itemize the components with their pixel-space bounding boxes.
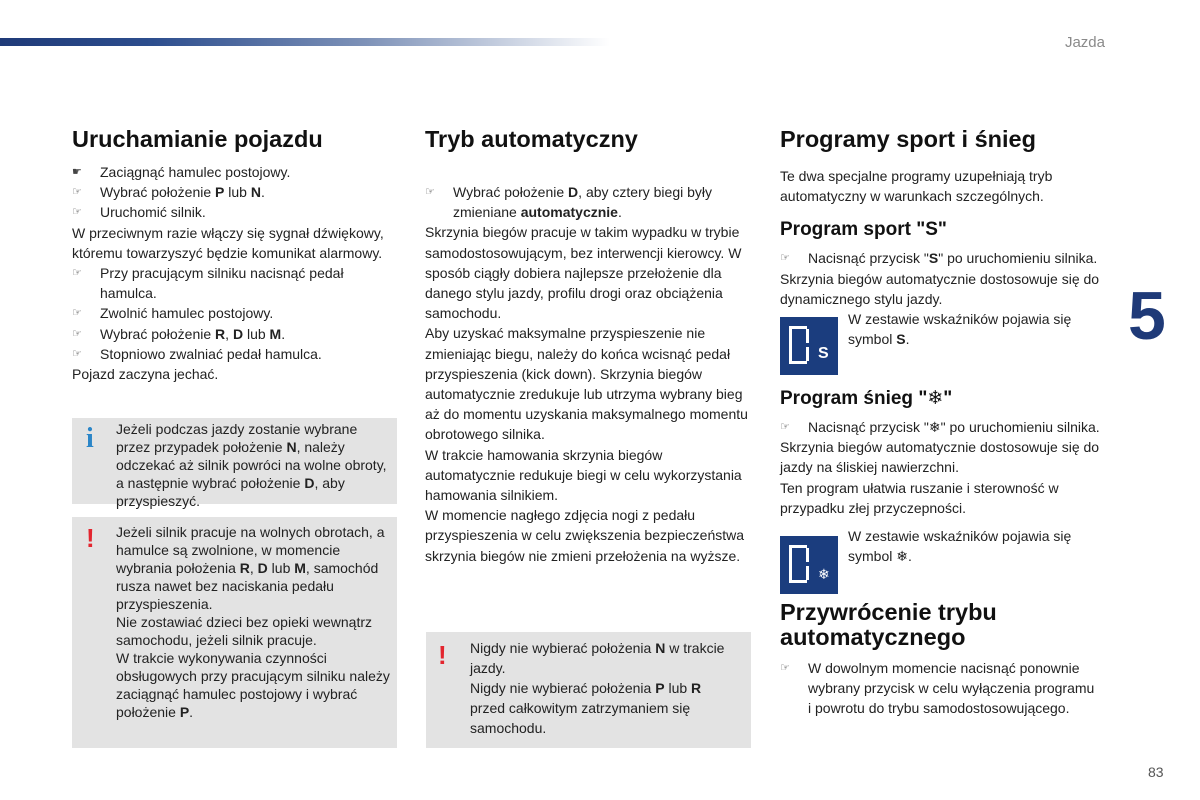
- list-item-text: lub: [243, 325, 270, 342]
- gear-position: M: [269, 325, 282, 342]
- hand-pointer-icon: ☞: [425, 186, 435, 198]
- hand-pointer-icon: ☞: [72, 307, 82, 320]
- warning-icon: !: [86, 523, 95, 553]
- section-title: Uruchamianie pojazdu: [72, 126, 323, 152]
- list-item-text: lub: [224, 184, 251, 201]
- warning-icon: !: [438, 640, 447, 670]
- hand-pointer-icon: ☛: [72, 166, 82, 178]
- list-item-text: .: [281, 325, 286, 342]
- sport-display-icon: [780, 317, 838, 375]
- list-item-text: Uruchomić silnik.: [100, 204, 206, 221]
- display-note-text: W zestawie wskaźników pojawia się symbol S.: [848, 311, 1072, 348]
- warning-box: [426, 632, 751, 748]
- paragraph: W trakcie hamowania skrzynia biegów automatycznie redukuje biegi w celu wykorzystania hamowania silnikiem.: [425, 446, 742, 504]
- hand-pointer-icon: ☞: [72, 327, 82, 340]
- list-item-text: .: [260, 184, 265, 201]
- hand-pointer-icon: ☞: [72, 347, 82, 360]
- list-item: [72, 202, 402, 222]
- list-item-text: Wybrać położenie: [100, 184, 216, 201]
- subsection-title: Program śnieg "❄": [780, 388, 953, 410]
- list-item: ☞ Nacisnąć przycisk "❄" po uruchomieniu silnika.: [780, 417, 1100, 437]
- paragraph: W momencie nagłego zdjęcia nogi z pedału przyspieszenia w celu zwiększenia bezpieczeństwa skrzynia biegów nie zmieni przełożenia na wyższe.: [425, 507, 745, 564]
- warning-text: Nigdy nie wybierać położenia N w trakcie jazdy. Nigdy nie wybierać położenia P lub R przed całkowitym zatrzymaniem się samochodu.: [470, 640, 725, 736]
- gear-position: P: [215, 184, 225, 201]
- paragraph: Ten program ułatwia ruszanie i sterowność w przypadku złej przyczepności.: [780, 479, 1059, 516]
- gear-position: N: [250, 184, 261, 201]
- chapter-number: 5: [1128, 278, 1166, 354]
- hand-pointer-icon: ☞: [72, 267, 82, 280]
- hand-pointer-icon: ☞: [780, 421, 790, 434]
- column-automatic-mode: [425, 124, 755, 566]
- page-number: 83: [1148, 764, 1164, 780]
- list-item: [72, 162, 402, 182]
- paragraph: W przeciwnym razie włączy się sygnał dźwiękowy, któremu towarzyszyć będzie komunikat alarmowy.: [72, 224, 384, 261]
- gear-position: R: [215, 325, 226, 342]
- list-item: [72, 303, 402, 323]
- paragraph: Skrzynia biegów automatycznie dostosowuje się do dynamicznego stylu jazdy.: [780, 270, 1100, 307]
- hand-pointer-icon: ☞: [72, 206, 82, 219]
- list-item-text: Zaciągnąć hamulec postojowy.: [100, 164, 291, 180]
- section-title: Tryb automatyczny: [425, 126, 638, 152]
- sport-symbol: S: [818, 345, 829, 363]
- paragraph: Aby uzyskać maksymalne przyspieszenie nie zmieniając biegu, należy do końca wcisnąć pedał przyspieszenia (kick down). Skrzynia biegów automatycznie zredukuje lub utrzyma wybrany bieg aż do momentu uzyskania maksymalnego momentu obrotowego silnika.: [425, 325, 748, 443]
- gear-position: D: [232, 325, 244, 342]
- list-item: [72, 182, 402, 202]
- display-note: [780, 313, 1100, 375]
- list-item-text: Stopniowo zwalniać pedał hamulca.: [100, 345, 322, 362]
- subsection-title: Program sport "S": [780, 219, 947, 241]
- paragraph: Skrzynia biegów automatycznie dostosowuje się do jazdy na śliskiej nawierzchni.: [780, 439, 1100, 476]
- list-item: [72, 324, 402, 344]
- column-starting: [72, 124, 402, 384]
- warning-text: Jeżeli silnik pracuje na wolnych obrotach, a hamulce są zwolnione, w momencie wybrania położenia R, D lub M, samochód rusza nawet bez naciskania pedału przyspieszenia. Nie zostawiać dzieci bez opieki wewnątrz samochodu, jeżeli silnik pracuje. W trakcie wykonywania czynności obsługowych przy pracującym silniku należy zaciągnąć hamulec postojowy i wybrać położenie P.: [116, 524, 390, 720]
- list-item-text: Zwolnić hamulec postojowy.: [100, 305, 274, 322]
- list-item: [72, 344, 402, 364]
- list-item: ☞ W dowolnym momencie nacisnąć ponownie wybrany przycisk w celu wyłączenia programu i powrotu do trybu samodostosowującego.: [780, 660, 1095, 717]
- display-note-text: W zestawie wskaźników pojawia się symbol ❄.: [848, 528, 1072, 565]
- column-programs: [780, 124, 1100, 719]
- section-label: Jazda: [1064, 34, 1105, 51]
- paragraph: Pojazd zaczyna jechać.: [72, 366, 219, 383]
- paragraph: Te dwa specjalne programy uzupełniają tryb automatyczny w warunkach szczególnych.: [780, 168, 1053, 205]
- info-text: Jeżeli podczas jazdy zostanie wybrane przez przypadek położenie N, należy odczekać aż silnik powróci na wolne obroty, a następnie wybrać położenie D, aby przyspieszyć.: [116, 421, 387, 509]
- paragraph: Skrzynia biegów pracuje w takim wypadku w trybie samodostosowującym, bez interwencji kierowcy. W sposób ciągły dobiera najlepsze przełożenie dla danego stylu jazdy, profilu drogi oraz obciążenia samochodu.: [425, 224, 742, 322]
- hand-pointer-icon: ☞: [72, 186, 82, 199]
- section-title: Programy sport i śnieg: [780, 126, 1036, 152]
- display-note: [780, 528, 1100, 594]
- section-title: Przywrócenie trybu automatycznego: [780, 599, 997, 651]
- list-item: ☞ Wybrać położenie D, aby cztery biegi były zmieniane automatycznie.: [425, 184, 713, 221]
- hand-pointer-icon: ☞: [780, 662, 790, 675]
- list-item: [72, 263, 402, 303]
- list-item-text: ,: [225, 325, 233, 342]
- header-gradient-bar: [0, 38, 610, 46]
- info-box: [72, 418, 397, 509]
- hand-pointer-icon: ☞: [780, 252, 790, 265]
- list-item-text: Wybrać położenie: [100, 325, 216, 342]
- snow-display-icon: [780, 536, 838, 594]
- warning-box: [72, 517, 397, 748]
- list-item: ☞ Nacisnąć przycisk "S" po uruchomieniu silnika.: [780, 248, 1100, 268]
- info-icon: i: [86, 423, 94, 454]
- list-item-text: Przy pracującym silniku nacisnąć pedał hamulca.: [100, 265, 344, 302]
- snowflake-icon: ❄: [818, 566, 830, 583]
